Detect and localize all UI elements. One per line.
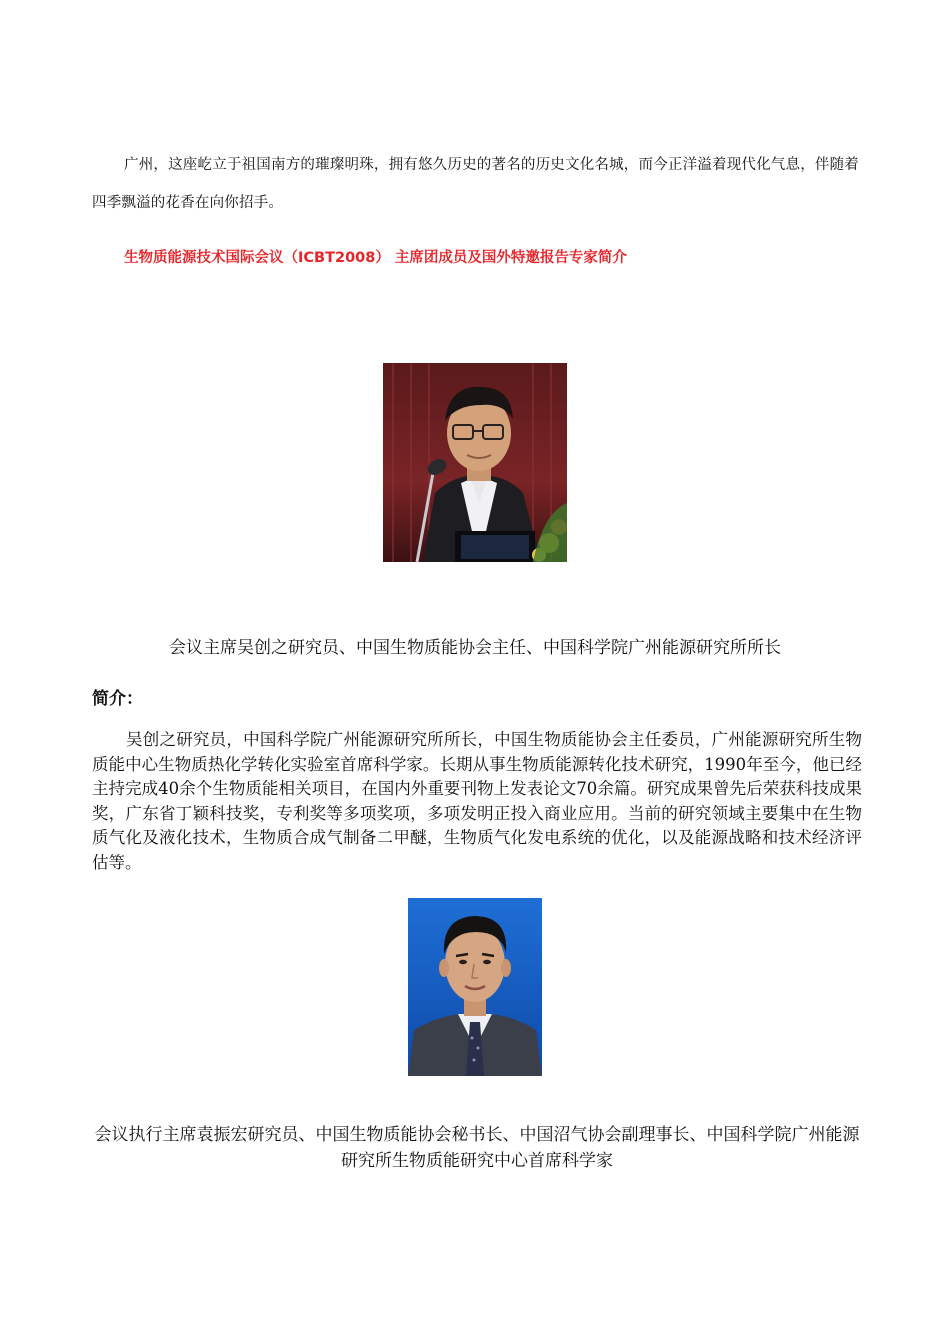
intro-paragraph: 广州，这座屹立于祖国南方的璀璨明珠，拥有悠久历史的著名的历史文化名城，而今正洋溢着现代化气息，伴随着四季飘溢的花香在向你招手。 xyxy=(92,157,859,211)
chairman-bio: 吴创之研究员，中国科学院广州能源研究所所长，中国生物质能协会主任委员，广州能源研究所生物质能中心生物质热化学转化实验室首席科学家。长期从事生物质能源转化技术研究，1990年至今，他已经主持完成40余个生物质能相关项目，在国内外重要刊物上发表论文70余篇。研究成果曾先后荣获科技成果奖，广东省丁颖科技奖，专利奖等多项奖项，多项发明正投入商业应用。当前的研究领域主要集中在生物质气化及液化技术，生物质合成气制备二甲醚，生物质气化发电系统的优化，以及能源战略和技术经济评估等。 xyxy=(92,730,862,872)
section-title: 生物质能源技术国际会议（ICBT2008） 主席团成员及国外特邀报告专家简介 xyxy=(124,250,627,266)
chairman-photo xyxy=(383,363,567,562)
executive-chairman-caption: 会议执行主席袁振宏研究员、中国生物质能协会秘书长、中国沼气协会副理事长、中国科学院广州能源研究所生物质能研究中心首席科学家 xyxy=(94,1125,860,1171)
executive-chairman-photo xyxy=(408,898,542,1076)
bio-heading: 简介： xyxy=(92,689,143,709)
chairman-caption: 会议主席吴创之研究员、中国生物质能协会主任、中国科学院广州能源研究所所长 xyxy=(169,638,781,658)
